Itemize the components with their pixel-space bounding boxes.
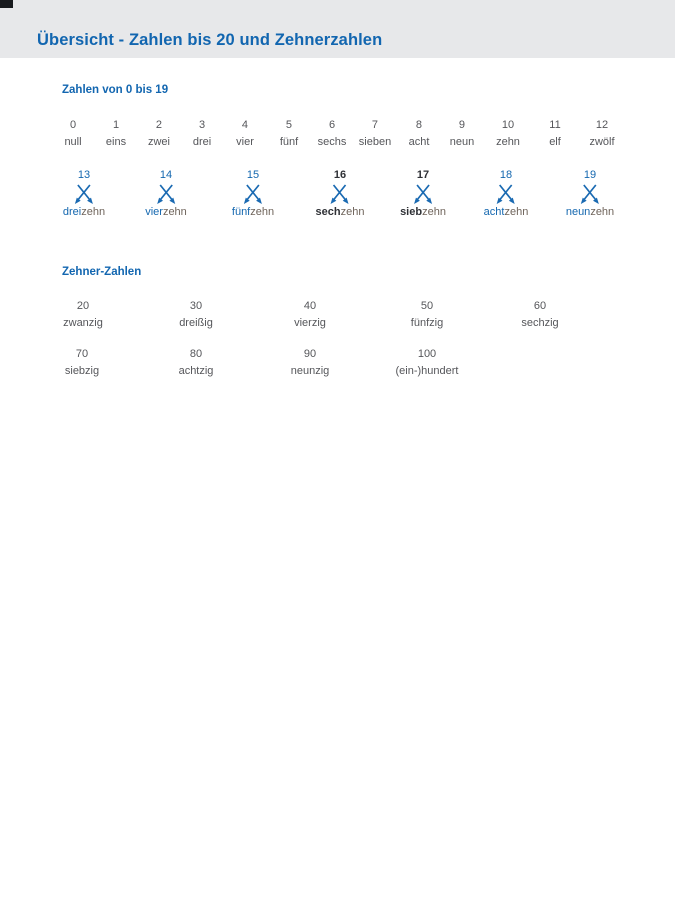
teen-item [316, 169, 365, 219]
tens-word: sechzig [521, 317, 559, 329]
number-item [409, 119, 430, 149]
teen-item [566, 169, 614, 219]
number-digit: 0 [69, 119, 77, 131]
tens-digit: 100 [417, 348, 437, 360]
number-digit: 3 [198, 119, 206, 131]
teen-digit: 18 [499, 169, 513, 181]
tens-word: vierzig [294, 317, 326, 329]
tens-item [294, 300, 326, 330]
number-word: drei [192, 136, 212, 148]
cross-arrows-icon [240, 184, 266, 205]
teen-digit: 19 [583, 169, 597, 181]
tens-item [396, 348, 459, 378]
tens-digit: 20 [76, 300, 90, 312]
cross-arrows-icon [410, 184, 436, 205]
tens-digit: 40 [303, 300, 317, 312]
tens-word: dreißig [179, 317, 213, 329]
teen-word: vierzehn [145, 206, 187, 218]
number-word: elf [549, 136, 561, 148]
number-word: acht [408, 136, 430, 148]
teen-item [145, 169, 187, 219]
number-word: zwei [147, 136, 171, 148]
number-digit: 9 [458, 119, 466, 131]
page-title: Übersicht - Zahlen bis 20 und Zehnerzahlen [37, 31, 383, 49]
teen-item [484, 169, 529, 219]
number-item [64, 119, 81, 149]
teen-word: fünfzehn [231, 206, 275, 218]
number-digit: 12 [595, 119, 609, 131]
number-digit: 10 [501, 119, 515, 131]
number-item [589, 119, 614, 149]
section-heading-numbers: Zahlen von 0 bis 19 [62, 84, 169, 96]
tens-item [521, 300, 558, 330]
number-word: zwölf [589, 136, 615, 148]
tens-digit: 80 [189, 348, 203, 360]
teen-digit: 15 [246, 169, 260, 181]
number-item [359, 119, 391, 149]
teen-item [232, 169, 274, 219]
tens-word: achtzig [178, 365, 214, 377]
number-digit: 1 [112, 119, 120, 131]
number-digit: 2 [155, 119, 163, 131]
teen-word: dreizehn [62, 206, 106, 218]
number-item [148, 119, 170, 149]
teen-item [63, 169, 105, 219]
number-item [193, 119, 211, 149]
number-word: sechs [317, 136, 347, 148]
number-word: neun [449, 136, 475, 148]
number-word: zehn [496, 136, 520, 148]
number-digit: 8 [415, 119, 423, 131]
tens-word: neunzig [290, 365, 330, 377]
number-digit: 6 [328, 119, 336, 131]
teen-digit: 14 [159, 169, 173, 181]
tens-digit: 30 [189, 300, 203, 312]
number-digit: 7 [371, 119, 379, 131]
teen-digit: 13 [77, 169, 91, 181]
number-word: sieben [358, 136, 392, 148]
number-digit: 11 [549, 119, 561, 131]
tens-word: (ein-)hundert [395, 365, 459, 377]
number-word: fünf [279, 136, 299, 148]
tens-item [291, 348, 330, 378]
cross-arrows-icon [327, 184, 353, 205]
number-item [318, 119, 347, 149]
teen-word: sechzehn [315, 206, 365, 218]
cross-arrows-icon [577, 184, 603, 205]
teen-word: achtzehn [483, 206, 529, 218]
teen-item [400, 169, 446, 219]
tens-digit: 70 [75, 348, 89, 360]
teen-digit: 17 [416, 169, 430, 181]
number-digit: 4 [241, 119, 249, 131]
number-word: vier [236, 136, 254, 148]
number-item [496, 119, 520, 149]
number-word: null [64, 136, 82, 148]
tens-word: fünfzig [410, 317, 444, 329]
number-item [106, 119, 126, 149]
number-word: eins [105, 136, 127, 148]
number-item [236, 119, 254, 149]
tens-word: zwanzig [63, 317, 103, 329]
section-heading-tens: Zehner-Zahlen [62, 266, 142, 278]
number-item [280, 119, 298, 149]
title-bar [0, 0, 675, 58]
number-item [450, 119, 474, 149]
teen-digit: 16 [333, 169, 347, 181]
tens-item [63, 300, 103, 330]
tens-item [179, 348, 214, 378]
cross-arrows-icon [71, 184, 97, 205]
tens-word: siebzig [64, 365, 100, 377]
corner-mark [0, 0, 13, 8]
tens-digit: 90 [303, 348, 317, 360]
tens-digit: 50 [420, 300, 434, 312]
tens-item [411, 300, 443, 330]
tens-item [65, 348, 99, 378]
cross-arrows-icon [153, 184, 179, 205]
teen-word: neunzehn [565, 206, 615, 218]
number-item [549, 119, 561, 149]
tens-item [179, 300, 213, 330]
cross-arrows-icon [493, 184, 519, 205]
teen-word: siebzehn [400, 206, 446, 218]
number-digit: 5 [285, 119, 293, 131]
tens-digit: 60 [533, 300, 547, 312]
